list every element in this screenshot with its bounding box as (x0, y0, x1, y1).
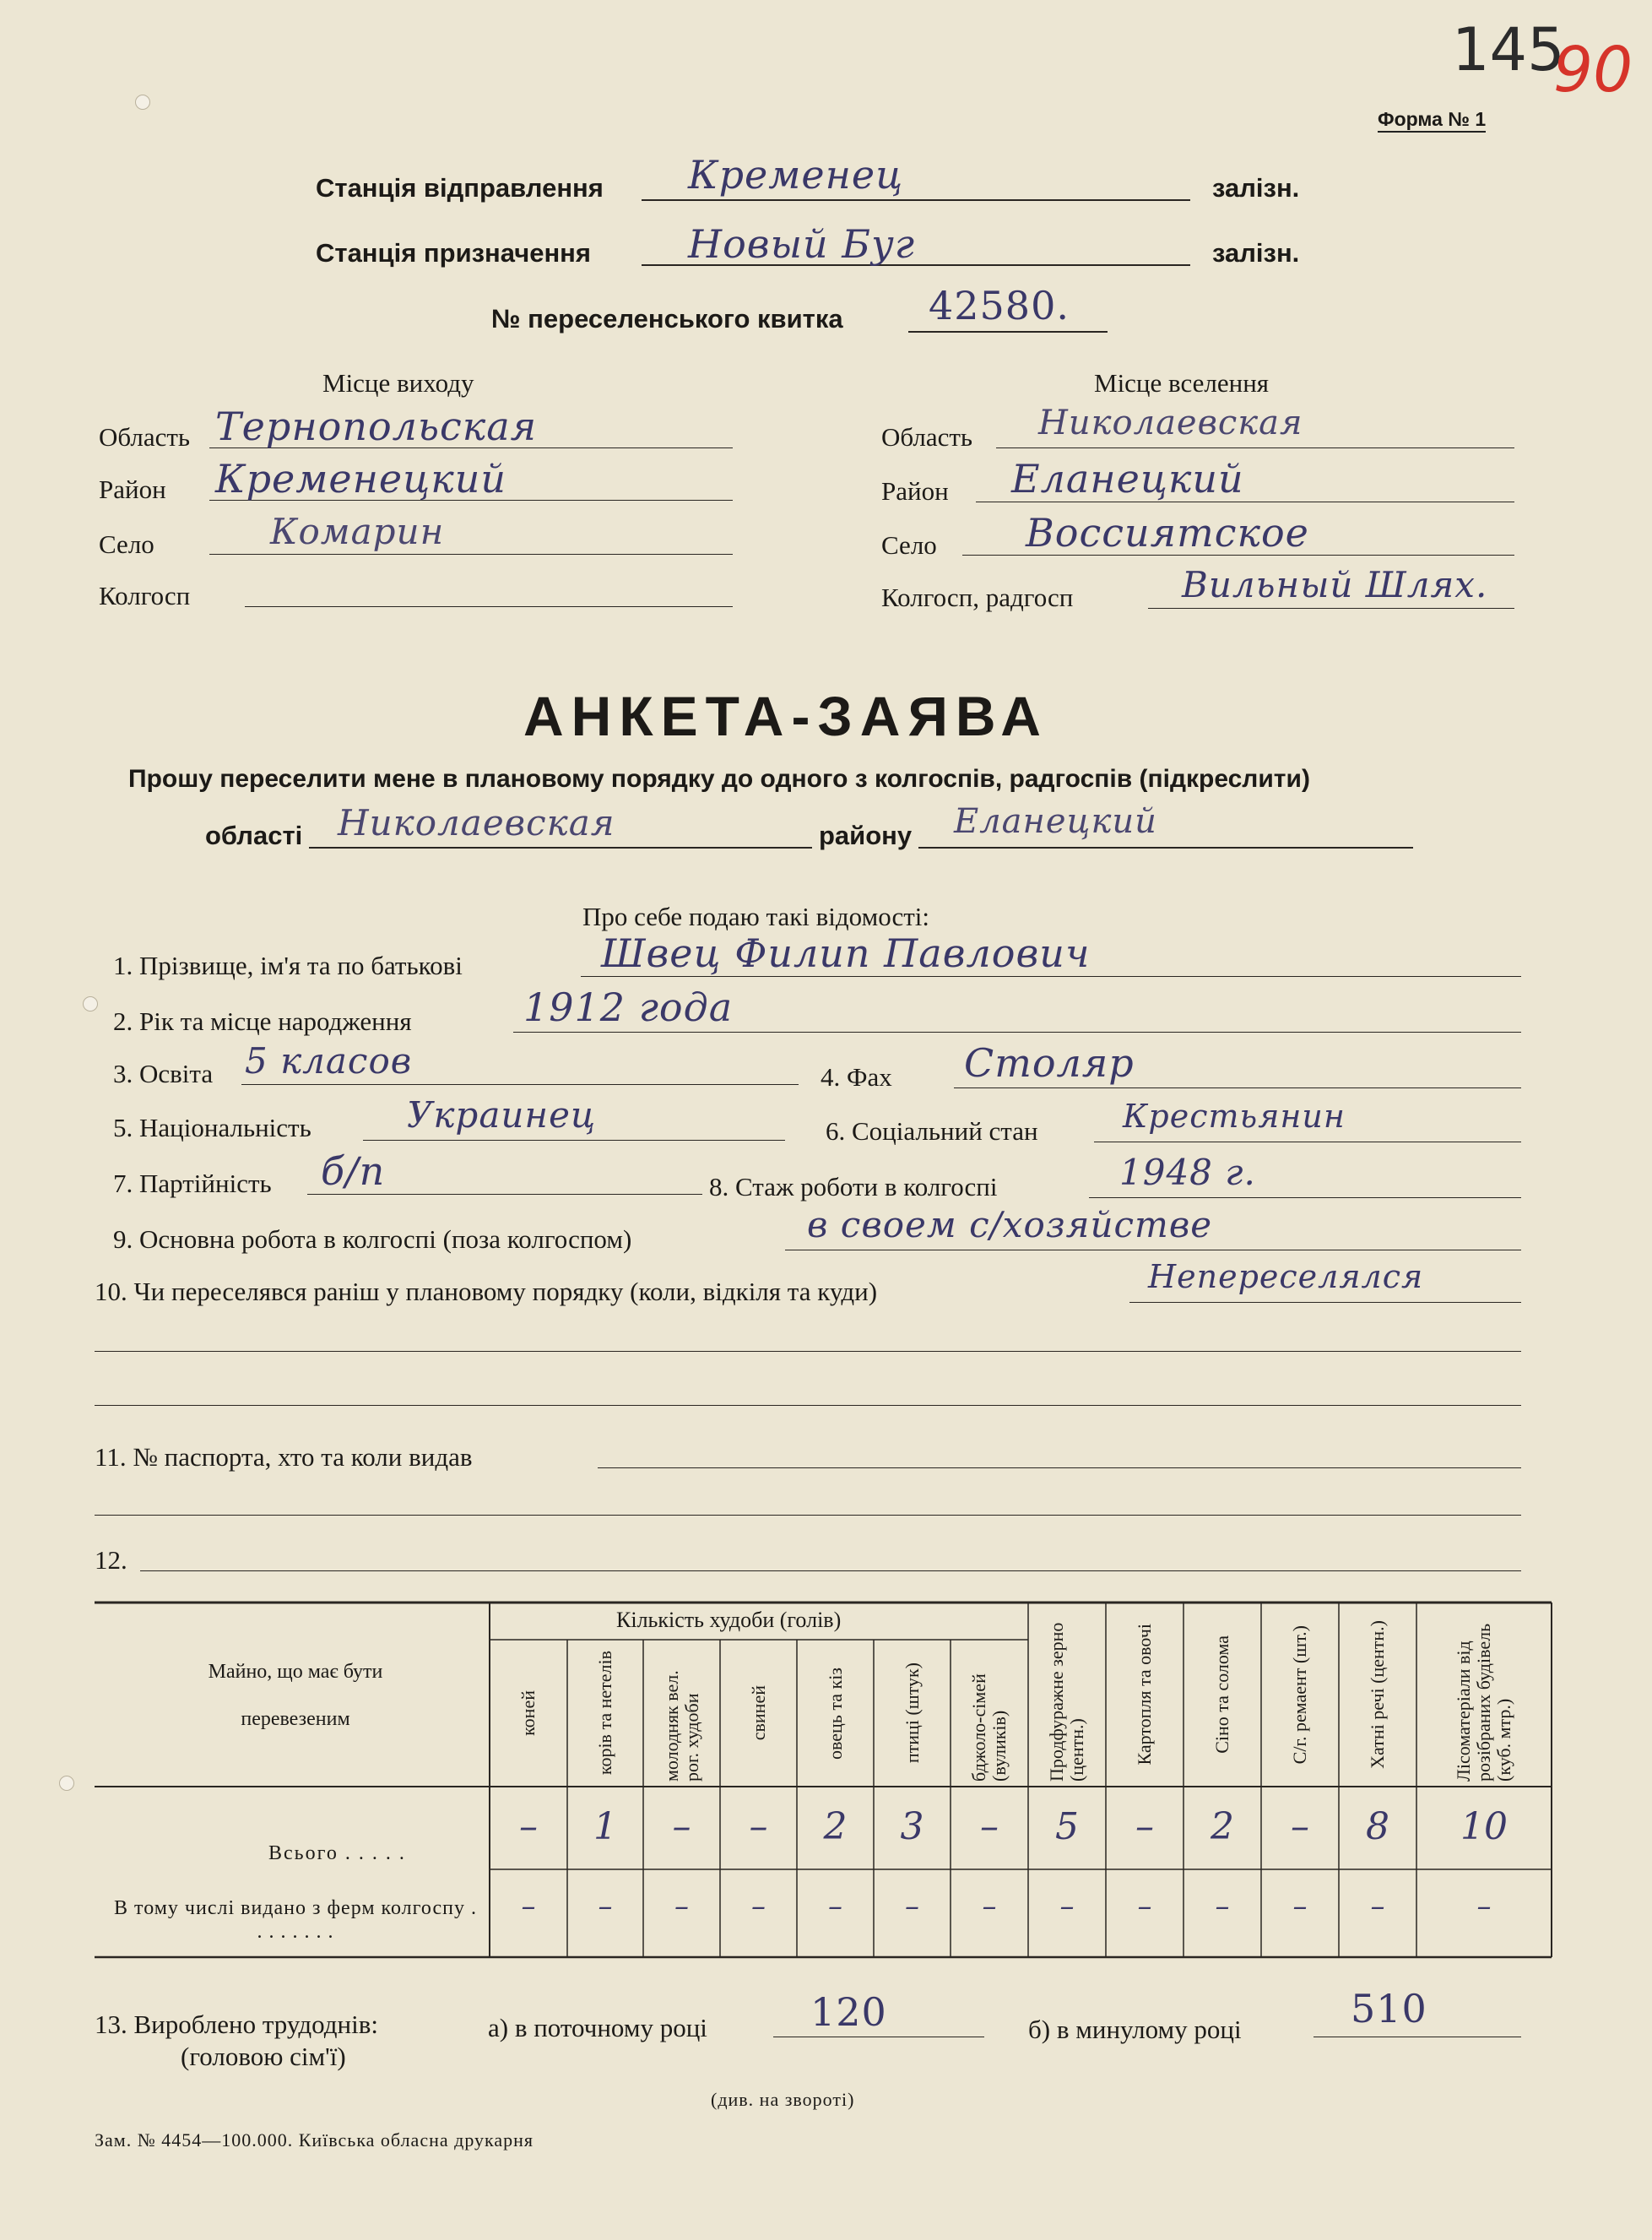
q5-label: 5. Національність (113, 1113, 311, 1142)
dest-kolhosp-value: Вильный Шлях. (1182, 564, 1488, 605)
q10-extra-line (95, 1405, 1521, 1406)
q7-label: 7. Партійність (113, 1169, 272, 1198)
q12-line (140, 1570, 1521, 1571)
origin-selo-label: Село (99, 529, 154, 559)
table-cell: – (672, 1805, 691, 1848)
table-column-header (567, 1645, 643, 1782)
request-oblast-line (309, 847, 812, 849)
request-oblast-value: Николаевская (338, 802, 615, 843)
table-cell: – (751, 1890, 766, 1923)
dest-kolhosp-label: Колгосп, радгосп (881, 583, 1074, 612)
table-cell: – (828, 1890, 842, 1923)
ticket-number-line (908, 331, 1108, 333)
q12-label: 12. (95, 1545, 127, 1575)
table-cell: – (1059, 1890, 1075, 1923)
row-issued-label: В тому числі видано з ферм колгоспу . . . . . . . . (114, 1897, 477, 1943)
table-column-header-text: молодняк вел. рог. худоби (660, 1670, 702, 1782)
punch-hole (59, 1776, 74, 1791)
ticket-number-value: 42580. (929, 283, 1070, 328)
request-raion-line (918, 847, 1413, 849)
q10-value: Непереселялся (1148, 1258, 1424, 1295)
workdays-current-label: а) в поточному році (488, 2013, 707, 2042)
dest-oblast-value: Николаевская (1038, 404, 1303, 442)
q9-label: 9. Основна робота в колгоспі (поза колгоспом) (113, 1224, 632, 1254)
info-intro: Про себе подаю такі відомості: (582, 902, 930, 931)
request-text: Прошу переселити мене в плановому порядку до одного з колгоспів, радгоспів (підкреслити) (128, 765, 1310, 793)
q1-label: 1. Прізвище, ім'я та по батькові (113, 951, 463, 980)
departure-station-line (642, 199, 1190, 201)
table-column-header-text: свиней (747, 1685, 769, 1741)
departure-station-label: Станція відправлення (316, 173, 604, 203)
table-column-header-text: Лісоматеріали від розібраних будівель (куб. мтр.) (1453, 1623, 1514, 1782)
request-oblast-label: області (205, 821, 303, 850)
table-column-header (643, 1645, 720, 1782)
q10-label: 10. Чи переселявся раніш у плановому порядку (коли, відкіля та куди) (95, 1277, 878, 1306)
dest-kolhosp-line (1148, 608, 1514, 609)
q2-value: 1912 года (523, 984, 734, 1030)
dest-oblast-line (996, 447, 1514, 448)
destination-rail-suffix: залізн. (1212, 238, 1300, 268)
q6-label: 6. Соціальний стан (826, 1116, 1038, 1146)
dest-selo-label: Село (881, 530, 937, 560)
table-cell: – (980, 1805, 999, 1848)
q1-line (581, 976, 1521, 977)
departure-station-value: Кременец (688, 152, 904, 198)
table-column-header (1183, 1608, 1261, 1782)
origin-oblast-label: Область (99, 422, 191, 452)
table-column-header (1339, 1608, 1416, 1782)
table-column-header (1416, 1608, 1552, 1782)
table-column-header-text: Хатні речі (центн.) (1367, 1620, 1388, 1769)
table-cell: 5 (1055, 1805, 1079, 1848)
q11-extra-line (95, 1515, 1521, 1516)
q4-label: 4. Фах (821, 1062, 892, 1092)
table-column-header-text: корів та нетелів (594, 1651, 615, 1776)
q3-label: 3. Освіта (113, 1059, 214, 1088)
workdays-label: 13. Вироблено трудоднів: (95, 2009, 379, 2039)
origin-raion-label: Район (99, 475, 166, 504)
table-cell: 8 (1366, 1805, 1389, 1848)
table-cell: – (674, 1890, 689, 1923)
table-cell: – (982, 1890, 997, 1923)
table-column-header-text: коней (517, 1690, 539, 1736)
q11-label: 11. № паспорта, хто та коли видав (95, 1442, 473, 1472)
archive-number-red: 90 (1553, 34, 1633, 106)
table-column-header-text: Сіно та солома (1211, 1635, 1232, 1754)
table-cell: 2 (823, 1805, 848, 1848)
table-cell: – (1215, 1890, 1230, 1923)
table-cell: 1 (593, 1805, 617, 1848)
destination-station-value: Новый Буг (688, 221, 916, 267)
q3-line (241, 1084, 799, 1085)
dest-oblast-label: Область (881, 422, 973, 452)
q5-line (363, 1140, 785, 1141)
workdays-current-value: 120 (810, 1989, 887, 2035)
destination-station-label: Станція призначення (316, 238, 591, 268)
document-title: АНКЕТА-ЗАЯВА (523, 685, 1048, 747)
table-cell: – (1476, 1890, 1492, 1923)
request-raion-label: району (819, 821, 913, 850)
origin-kolhosp-line (245, 606, 733, 607)
print-info: Зам. № 4454—100.000. Київська обласна друкарня (95, 2129, 534, 2151)
q11-line (598, 1467, 1521, 1468)
q5-value: Украинец (407, 1094, 597, 1136)
ticket-number-label: № переселенського квитка (491, 304, 843, 334)
table-cell: 3 (900, 1805, 924, 1848)
q10-extra-line (95, 1351, 1521, 1352)
q7-line (307, 1194, 702, 1195)
property-header: Майно, що має бути перевезеним (208, 1661, 383, 1730)
table-cell: – (598, 1890, 613, 1923)
form-number: Форма № 1 (1378, 108, 1486, 133)
q7-value: б/п (321, 1148, 386, 1194)
table-cell: – (905, 1890, 919, 1923)
departure-rail-suffix: залізн. (1212, 173, 1300, 203)
see-reverse-note: (див. на звороті) (711, 2089, 855, 2110)
origin-oblast-value: Тернопольская (215, 404, 538, 449)
dest-raion-label: Район (881, 476, 949, 506)
q6-value: Крестьянин (1123, 1098, 1346, 1135)
q10-line (1129, 1302, 1521, 1303)
table-cell: 10 (1460, 1805, 1508, 1848)
table-cell: – (519, 1805, 538, 1848)
q3-value: 5 класов (245, 1040, 413, 1082)
table-column-header-text: птиці (штук) (901, 1662, 923, 1764)
punch-hole (83, 996, 98, 1012)
q8-line (1089, 1197, 1521, 1198)
table-column-header (797, 1645, 874, 1782)
origin-kolhosp-label: Колгосп (99, 581, 191, 610)
punch-hole (135, 95, 150, 110)
q2-label: 2. Рік та місце народження (113, 1006, 412, 1036)
table-column-header-text: Картопля та овочі (1134, 1624, 1155, 1765)
q8-label: 8. Стаж роботи в колгоспі (709, 1172, 998, 1201)
origin-selo-line (209, 554, 733, 555)
table-cell: – (1291, 1805, 1309, 1848)
workdays-sublabel: (головою сім'ї) (181, 2042, 346, 2071)
q4-line (954, 1087, 1521, 1088)
table-column-header (1106, 1608, 1183, 1782)
table-cell: – (521, 1890, 536, 1923)
table-cell: – (1370, 1890, 1385, 1923)
q2-line (513, 1032, 1521, 1033)
origin-raion-value: Кременецкий (215, 456, 506, 502)
table-column-header (1028, 1608, 1106, 1782)
table-cell: 2 (1211, 1805, 1234, 1848)
dest-heading: Місце вселення (1094, 368, 1270, 398)
table-cell: – (749, 1805, 768, 1848)
table-column-header (874, 1645, 951, 1782)
workdays-last-label: б) в минулому році (1028, 2015, 1242, 2044)
table-column-header (1261, 1608, 1339, 1782)
table-column-header (490, 1645, 567, 1782)
q4-value: Столяр (964, 1040, 1135, 1086)
table-column-header-text: овець та кіз (824, 1667, 846, 1760)
livestock-header: Кількість худоби (голів) (616, 1608, 842, 1632)
origin-selo-value: Комарин (270, 511, 445, 552)
table-cell: – (1137, 1890, 1152, 1923)
table-column-header (720, 1645, 797, 1782)
row-total-label: Всього . . . . . (268, 1842, 406, 1864)
q8-value: 1948 г. (1119, 1152, 1256, 1193)
table-cell: – (1135, 1805, 1154, 1848)
dest-selo-value: Воссиятское (1026, 510, 1309, 556)
table-column-header-text: бджоло-сімей (вуликів) (968, 1673, 1010, 1782)
q9-value: в своем с/хозяйстве (807, 1204, 1213, 1245)
table-column-header-text: С/г. ремаент (шт.) (1289, 1624, 1310, 1765)
workdays-last-value: 510 (1351, 1986, 1427, 2031)
dest-raion-value: Еланецкий (1011, 456, 1244, 502)
origin-heading: Місце виходу (322, 368, 474, 398)
archive-number: 145 (1452, 15, 1565, 84)
table-column-header-text: Продфуражне зерно (центн.) (1046, 1622, 1087, 1782)
table-cell: – (1292, 1890, 1308, 1923)
table-column-header (951, 1645, 1028, 1782)
request-raion-value: Еланецкий (954, 802, 1157, 841)
q1-value: Швец Филип Павлович (601, 930, 1091, 976)
